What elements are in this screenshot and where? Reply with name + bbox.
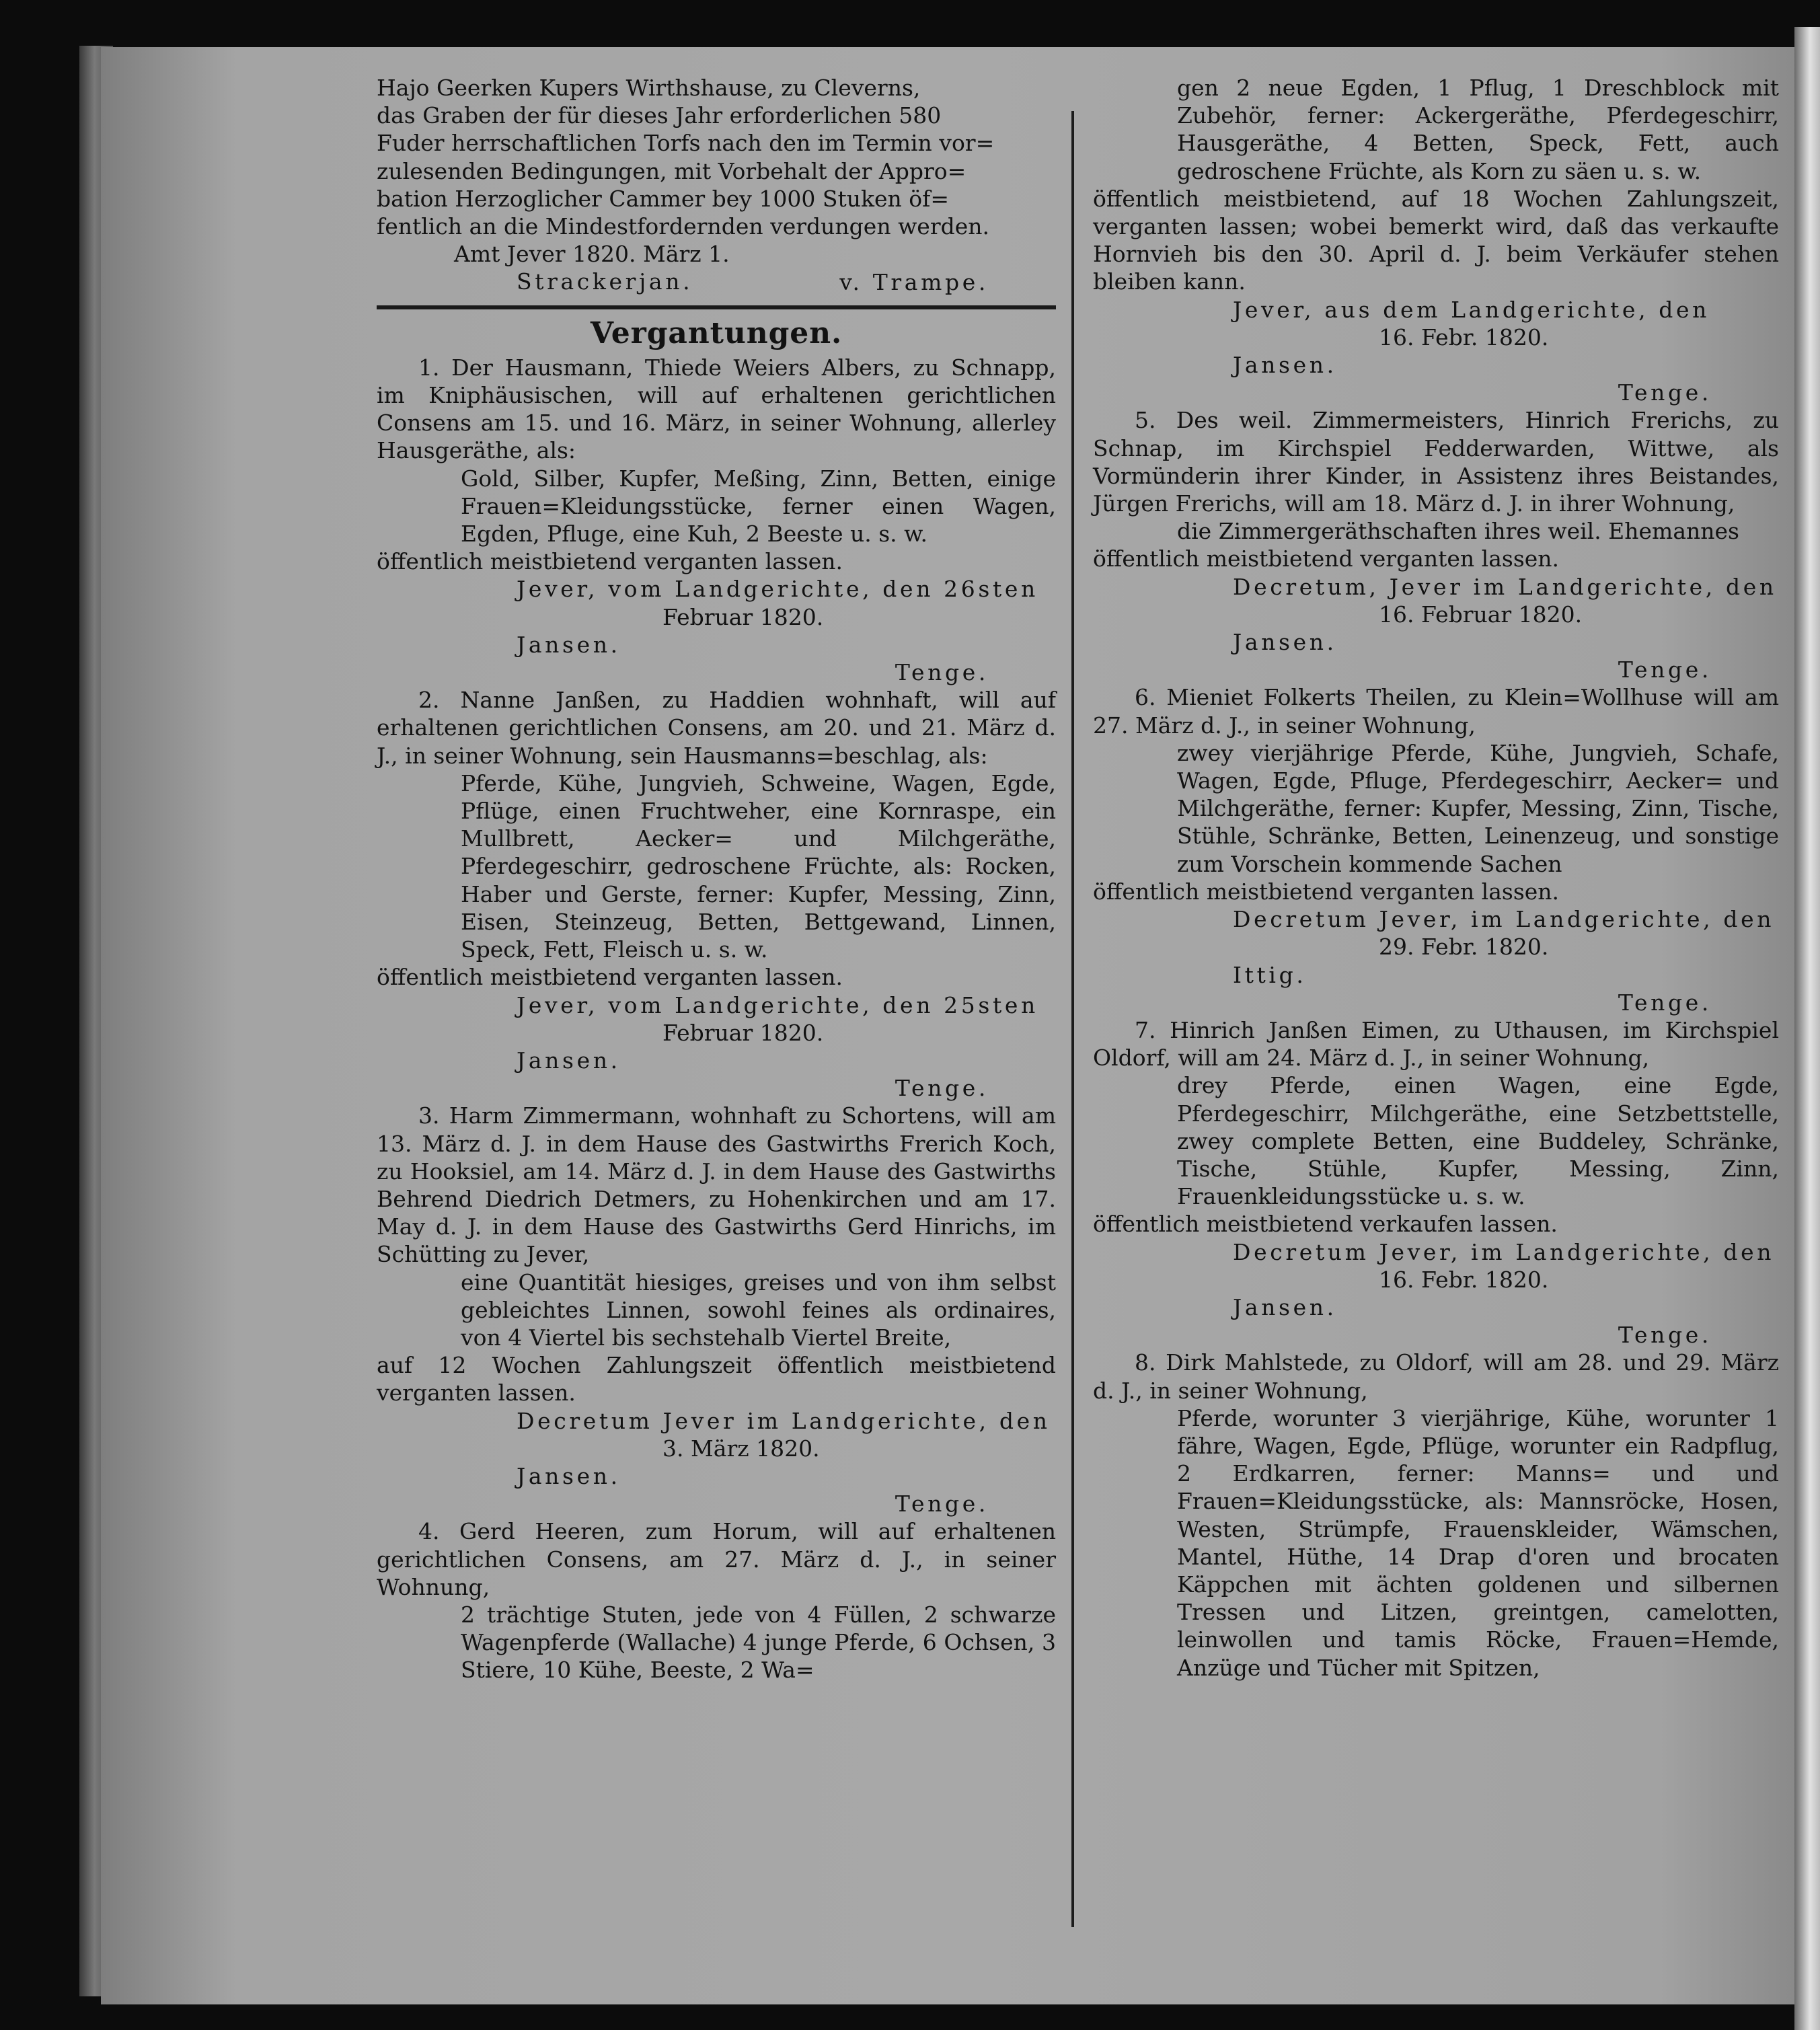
notice-5-signature-1: Jansen. xyxy=(1233,629,1337,656)
intro-signature-left: Strackerjan. xyxy=(517,268,693,295)
intro-line: das Graben der für dieses Jahr erforderlichen 580 xyxy=(377,102,942,129)
notice-6-place: Decretum Jever, im Landgerichte, den xyxy=(1233,906,1775,933)
notice-4-text: 4. Gerd Heeren, zum Horum, will auf erhaltenen gerichtlichen Consens, am 27. März d. J., in seiner Wohnung, xyxy=(377,1518,1056,1600)
notice-4-closing: öffentlich meistbietend, auf 18 Wochen Zahlungszeit, verganten lassen; wobei bemerkt wird, daß das verkaufte Hornvieh bis den 30. April d. J. beim Verkäufer stehen bleiben kann. xyxy=(1093,185,1779,295)
notice-2-closing: öffentlich meistbietend verganten lassen. xyxy=(377,964,843,991)
notice-6-items: zwey vierjährige Pferde, Kühe, Jungvieh, Schafe, Wagen, Egde, Pfluge, Pferdegeschirr, Aecker= und Milchgeräthe, ferner: Kupfer, Messing, Zinn, Tische, Stühle, Schränke, Betten, Leinenzeug, und sonstige zum Vorschein kommende Sachen xyxy=(1177,739,1779,877)
intro-line: Hajo Geerken Kupers Wirthshause, zu Cleverns, xyxy=(377,75,921,101)
intro-line: fentlich an die Mindestfordernden verdungen werden. xyxy=(377,213,990,240)
notice-3-date: 3. März 1820. xyxy=(662,1435,820,1462)
notice-4-items: 2 trächtige Stuten, jede von 4 Füllen, 2 schwarze Wagenpferde (Wallache) 4 junge Pferde, 6 Ochsen, 3 Stiere, 10 Kühe, Beeste, 2 Wa= xyxy=(461,1601,1056,1684)
notice-8-text: 8. Dirk Mahlstede, zu Oldorf, will am 28. und 29. März d. J., in seiner Wohnung, xyxy=(1093,1349,1779,1404)
notice-6-signature-2: Tenge. xyxy=(1618,989,1712,1016)
notice-5-items: die Zimmergeräthschaften ihres weil. Ehemannes xyxy=(1177,518,1739,545)
notice-3-signature-1: Jansen. xyxy=(517,1462,621,1489)
notice-3-closing: auf 12 Wochen Zahlungszeit öffentlich meistbietend verganten lassen. xyxy=(377,1352,1056,1406)
notice-7-text: 7. Hinrich Janßen Eimen, zu Uthausen, im Kirchspiel Oldorf, will am 24. März d. J., in seiner Wohnung, xyxy=(1093,1016,1779,1072)
notice-1-date: Februar 1820. xyxy=(662,603,824,630)
notice-3-signature-2: Tenge. xyxy=(895,1491,989,1517)
notice-1-signature-1: Jansen. xyxy=(517,631,621,658)
notice-6-text: 6. Mieniet Folkerts Theilen, zu Klein=Wollhuse will am 27. März d. J., in seiner Wohnung, xyxy=(1093,684,1779,739)
notice-2-date: Februar 1820. xyxy=(662,1019,824,1046)
section-rule xyxy=(377,305,1056,309)
notice-2-text: 2. Nanne Janßen, zu Haddien wohnhaft, will auf erhaltenen gerichtlichen Consens, am 20. und 21. März d. J., in seiner Wohnung, sein Hausmanns=beschlag, als: xyxy=(377,687,1056,769)
notice-1-place: Jever, vom Landgerichte, den 26sten xyxy=(517,576,1038,603)
notice-5-closing: öffentlich meistbietend verganten lassen. xyxy=(1093,546,1560,572)
notice-5-text: 5. Des weil. Zimmermeisters, Hinrich Frerichs, zu Schnap, im Kirchspiel Fedderwarden, Wittwe, als Vormünderin ihrer Kinder, in Assistenz ihres Beistandes, Jürgen Frerichs, will am 18. März d. J. in ihrer Wohnung, xyxy=(1093,407,1779,517)
intro-place-date: Amt Jever 1820. März 1. xyxy=(454,241,730,268)
notice-1-items: Gold, Silber, Kupfer, Meßing, Zinn, Betten, einige Frauen=Kleidungsstücke, ferner einen Wagen, Egden, Pfluge, eine Kuh, 2 Beeste u. s. w. xyxy=(461,465,1056,548)
notice-7-date: 16. Febr. 1820. xyxy=(1379,1266,1549,1293)
next-page-edge xyxy=(1794,27,1820,2030)
notice-7-signature-1: Jansen. xyxy=(1233,1293,1337,1320)
notice-6-closing: öffentlich meistbietend verganten lassen. xyxy=(1093,878,1560,905)
notice-4-signature-2: Tenge. xyxy=(1618,379,1712,406)
intro-line: zulesenden Bedingungen, mit Vorbehalt der Appro= xyxy=(377,157,966,184)
section-heading: Vergantungen. xyxy=(590,315,843,350)
notice-1-text: 1. Der Hausmann, Thiede Weiers Albers, zu Schnapp, im Kniphäusischen, will auf erhaltenen gerichtlichen Consens am 15. und 16. März, in seiner Wohnung, allerley Hausgeräthe, als: xyxy=(377,354,1056,464)
intro-line: Fuder herrschaftlichen Torfs nach den im Termin vor= xyxy=(377,130,995,157)
notice-7-place: Decretum Jever, im Landgerichte, den xyxy=(1233,1238,1775,1265)
notice-3-place: Decretum Jever im Landgerichte, den xyxy=(517,1407,1051,1434)
right-column xyxy=(1093,74,1779,1682)
notice-7-items: drey Pferde, einen Wagen, eine Egde, Pferdegeschirr, Milchgeräthe, eine Setzbettstelle, zwey complete Betten, eine Buddeley, Schränke, Tische, Stühle, Kupfer, Messing, Zinn, Frauenkleidungsstücke u. s. w. xyxy=(1177,1072,1779,1210)
notice-5-signature-2: Tenge. xyxy=(1618,656,1712,683)
notice-4-date: 16. Febr. 1820. xyxy=(1379,324,1549,350)
notice-4-items-continued: gen 2 neue Egden, 1 Pflug, 1 Dreschblock mit Zubehör, ferner: Ackergeräthe, Pferdegeschirr, Hausgeräthe, 4 Betten, Speck, Fett, auch gedroschene Früchte, als Korn zu säen u. s. w. xyxy=(1177,75,1779,184)
notice-3-text: 3. Harm Zimmermann, wohnhaft zu Schortens, will am 13. März d. J. in dem Hause des Gastwirths Frerich Koch, zu Hooksiel, am 14. März d. J. in dem Hause des Gastwirths Behrend Diedrich Detmers, zu Hohenkirchen und am 17. May d. J. in dem Hause des Gastwirths Gerd Hinrichs, im Schütting zu Jever, xyxy=(377,1102,1056,1268)
notice-1-signature-2: Tenge. xyxy=(895,659,989,686)
notice-7-closing: öffentlich meistbietend verkaufen lassen. xyxy=(1093,1211,1558,1238)
intro-line: bation Herzoglicher Cammer bey 1000 Stuken öf= xyxy=(377,185,950,212)
left-column xyxy=(377,74,1056,1684)
notice-2-signature-1: Jansen. xyxy=(517,1047,621,1074)
notice-7-signature-2: Tenge. xyxy=(1618,1322,1712,1349)
intro-signature-right: v. Trampe. xyxy=(839,268,989,295)
notice-5-place: Decretum, Jever im Landgerichte, den xyxy=(1233,573,1777,600)
column-divider xyxy=(1071,111,1074,1927)
notice-2-place: Jever, vom Landgerichte, den 25sten xyxy=(517,991,1038,1018)
notice-2-signature-2: Tenge. xyxy=(895,1075,989,1102)
notice-8-items: Pferde, worunter 3 vierjährige, Kühe, worunter 1 fähre, Wagen, Egde, Pflüge, worunter ein Radpflug, 2 Erdkarren, ferner: Manns= und und Frauen=Kleidungsstücke, als: Mannsröcke, Hosen, Westen, Strümpfe, Frauenskleider, Wämschen, Mantel, Hüthe, 14 Drap d'oren und brocaten Käppchen mit ächten goldenen und silbernen Tressen und Litzen, greintgen, camelotten, leinwollen und tamis Röcke, Frauen=Hemde, Anzüge und Tücher mit Spitzen, xyxy=(1177,1404,1779,1681)
notice-4-place: Jever, aus dem Landgerichte, den xyxy=(1233,296,1710,323)
notice-5-date: 16. Februar 1820. xyxy=(1379,601,1583,628)
notice-3-items: eine Quantität hiesiges, greises und von ihm selbst gebleichtes Linnen, sowohl feines als ordinaires, von 4 Viertel bis sechstehalb Viertel Breite, xyxy=(461,1269,1056,1351)
notice-4-signature-1: Jansen. xyxy=(1233,352,1337,379)
notice-6-signature-1: Ittig. xyxy=(1233,961,1307,988)
notice-1-closing: öffentlich meistbietend verganten lassen. xyxy=(377,548,843,575)
notice-2-items: Pferde, Kühe, Jungvieh, Schweine, Wagen, Egde, Pflüge, einen Fruchtweher, eine Kornraspe, ein Mullbrett, Aecker= und Milchgeräthe, Pferdegeschirr, gedroschene Früchte, als: Rocken, Haber und Gerste, ferner: Kupfer, Messing, Zinn, Eisen, Steinzeug, Betten, Bettgewand, Linnen, Speck, Fett, Fleisch u. s. w. xyxy=(461,769,1056,963)
notice-6-date: 29. Febr. 1820. xyxy=(1379,934,1549,961)
